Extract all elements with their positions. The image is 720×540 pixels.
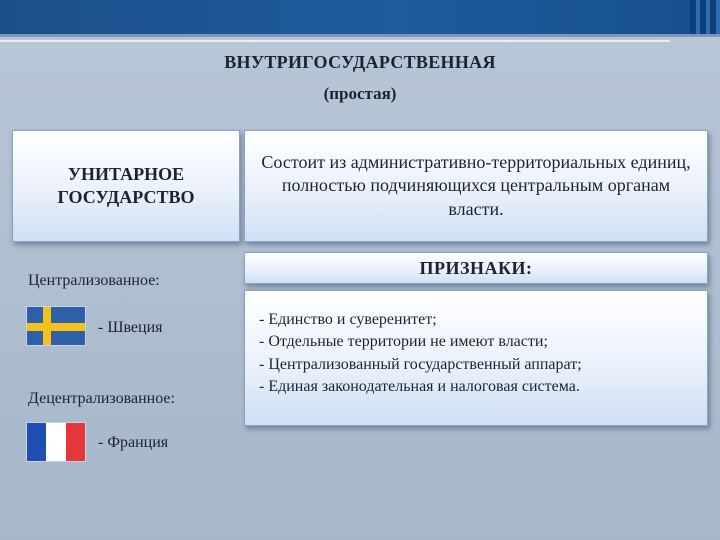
france-flag-red xyxy=(66,423,85,461)
sweden-flag-cross-horizontal xyxy=(27,323,85,331)
top-bar xyxy=(0,0,720,34)
sign-item: - Централизованный государственный аппарат; xyxy=(259,355,582,373)
unitary-state-box xyxy=(12,130,240,242)
decentralized-label: Децентрализованное: xyxy=(28,390,175,407)
corner-decoration xyxy=(690,0,720,34)
definition-box xyxy=(244,130,708,242)
top-bar-divider xyxy=(0,34,720,37)
france-flag-blue xyxy=(27,423,46,461)
header-divider xyxy=(0,40,670,42)
unitary-label-line2: ГОСУДАРСТВО xyxy=(57,187,195,207)
centralized-label: Централизованное: xyxy=(28,272,160,289)
france-flag-white xyxy=(46,423,65,461)
france-example: - Франция xyxy=(98,434,169,451)
sign-item: - Единая законодательная и налоговая система. xyxy=(259,378,580,396)
signs-list-box xyxy=(244,290,708,426)
sign-item: - Единство и суверенитет; xyxy=(259,311,437,328)
france-flag-icon xyxy=(26,422,86,462)
signs-title-box xyxy=(244,252,708,284)
signs-title: ПРИЗНАКИ: xyxy=(419,257,533,278)
sweden-flag-cross-vertical xyxy=(43,307,51,345)
sweden-example: - Швеция xyxy=(98,319,163,336)
unitary-label-line1: УНИТАРНОЕ xyxy=(67,163,185,184)
sweden-flag-icon xyxy=(26,306,86,346)
sign-item: - Отдельные территории не имеют власти; xyxy=(259,333,548,351)
slide-title: ВНУТРИГОСУДАРСТВЕННАЯ xyxy=(224,52,496,72)
definition-text: Состоит из административно-территориальных единиц, полностью подчиняющихся центральным органам власти. xyxy=(261,152,691,219)
slide-subtitle: (простая) xyxy=(323,84,397,103)
